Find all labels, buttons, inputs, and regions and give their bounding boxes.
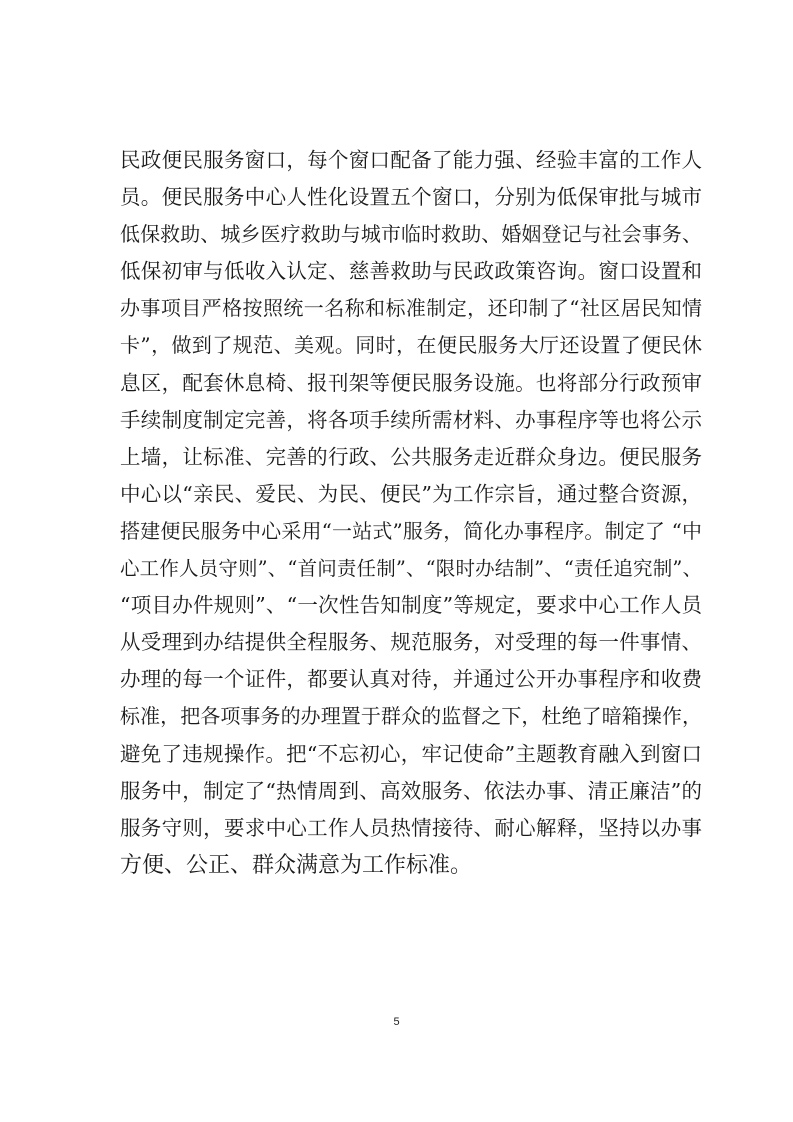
text-line: 搭建便民服务中心采用“一站式”服务，简化办事程序。制定了 “中 bbox=[120, 518, 702, 543]
text-line: 低保救助、城乡医疗救助与城市临时救助、婚姻登记与社会事务、 bbox=[120, 222, 702, 247]
body-paragraph bbox=[120, 142, 702, 884]
text-line: 卡”，做到了规范、美观。同时，在便民服务大厅还设置了便民休 bbox=[120, 333, 702, 358]
page-number: 5 bbox=[393, 1016, 400, 1028]
text-line: 从受理到办结提供全程服务、规范服务，对受理的每一件事情、 bbox=[120, 630, 702, 655]
text-line: 民政便民服务窗口，每个窗口配备了能力强、经验丰富的工作人 bbox=[120, 148, 702, 172]
text-line: 办事项目严格按照统一名称和标准制定，还印制了“社区居民知情 bbox=[120, 296, 702, 321]
text-line: 上墙，让标准、完善的行政、公共服务走近群众身边。便民服务 bbox=[120, 444, 702, 469]
text-line: 员。便民服务中心人性化设置五个窗口，分别为低保审批与城市 bbox=[120, 185, 702, 210]
text-line: “项目办件规则”、“一次性告知制度”等规定，要求中心工作人员 bbox=[120, 593, 702, 618]
text-line: 中心以“亲民、爱民、为民、便民”为工作宗旨，通过整合资源， bbox=[120, 481, 702, 506]
text-line: 手续制度制定完善，将各项手续所需材料、办事程序等也将公示 bbox=[120, 407, 702, 432]
text-line: 标准，把各项事务的办理置于群众的监督之下，杜绝了暗箱操作， bbox=[120, 704, 702, 729]
text-line: 低保初审与低收入认定、慈善救助与民政政策咨询。窗口设置和 bbox=[120, 259, 702, 284]
text-line: 避免了违规操作。把“不忘初心，牢记使命”主题教育融入到窗口 bbox=[120, 741, 702, 766]
text-line: 息区，配套休息椅、报刊架等便民服务设施。也将部分行政预审 bbox=[120, 370, 702, 395]
text-line: 办理的每一个证件，都要认真对待，并通过公开办事程序和收费 bbox=[120, 667, 702, 692]
text-line: 心工作人员守则”、“首问责任制”、“限时办结制”、“责任追究制”、 bbox=[120, 557, 702, 581]
text-line: 服务中，制定了“热情周到、高效服务、依法办事、清正廉洁”的 bbox=[120, 778, 702, 803]
text-line: 服务守则，要求中心工作人员热情接待、耐心解释，坚持以办事 bbox=[120, 815, 702, 840]
text-line: 方便、公正、群众满意为工作标准。 bbox=[120, 852, 473, 878]
